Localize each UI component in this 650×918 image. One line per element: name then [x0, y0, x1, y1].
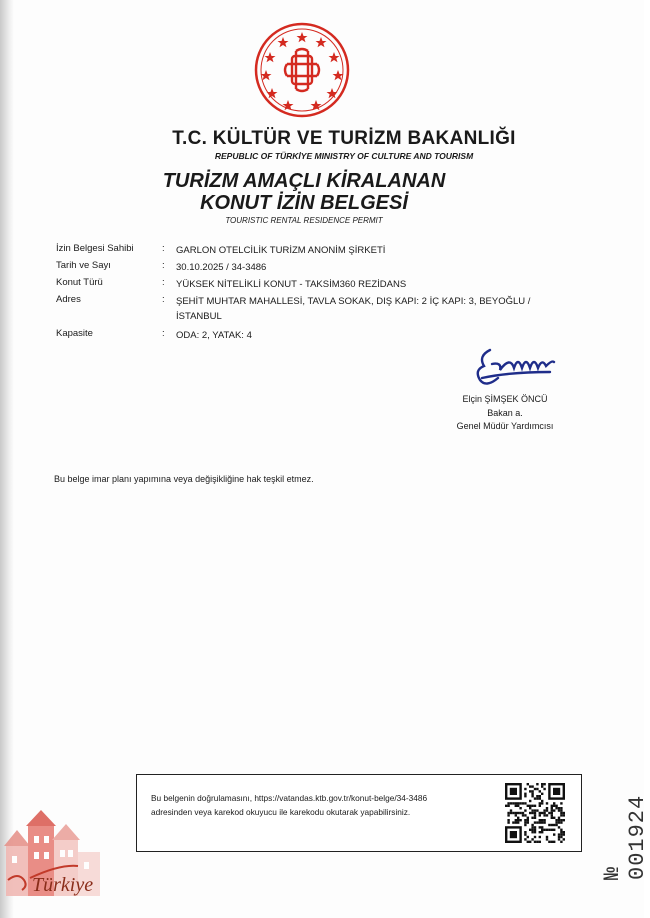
- field-colon: :: [162, 277, 165, 288]
- legal-note: Bu belge imar planı yapımına veya değişikliğine hak teşkil etmez.: [54, 474, 314, 484]
- turkiye-brand-logo: [0, 806, 130, 918]
- verification-box: [136, 774, 582, 852]
- serial-number: № 001924: [600, 794, 650, 880]
- permit-fields: [56, 243, 576, 345]
- qr-code[interactable]: [505, 783, 565, 843]
- field-colon: :: [162, 294, 165, 305]
- field-label: Tarih ve Sayı: [56, 260, 111, 271]
- field-value: GARLON OTELCİLİK TURİZM ANONİM ŞİRKETİ: [176, 245, 386, 256]
- field-value: YÜKSEK NİTELİKLİ KONUT - TAKSİM360 REZİDANS: [176, 279, 407, 290]
- handwritten-signature: [470, 342, 560, 390]
- signatory-title: Genel Müdür Yardımcısı: [456, 421, 554, 431]
- field-label: Kapasite: [56, 328, 93, 339]
- field-colon: :: [162, 243, 165, 254]
- field-colon: :: [162, 328, 165, 339]
- ministry-seal-icon: [254, 22, 350, 118]
- field-address: [56, 294, 576, 328]
- document-title: [0, 170, 604, 214]
- field-owner: [56, 243, 576, 260]
- field-label: Konut Türü: [56, 277, 103, 288]
- field-value: ŞEHİT MUHTAR MAHALLESİ, TAVLA SOKAK, DIŞ KAPI: 2 İÇ KAPI: 3, BEYOĞLU / İSTANBUL: [176, 296, 531, 322]
- brand-wordmark: Türkiye: [32, 874, 94, 896]
- ministry-name: T.C. KÜLTÜR VE TURİZM BAKANLIĞI: [172, 128, 516, 149]
- serial-number-area: [596, 780, 650, 880]
- field-date-number: [56, 260, 576, 277]
- field-value: 30.10.2025 / 34-3486: [176, 262, 267, 273]
- verification-text-line2: adresinden veya karekod okuyucu ile karekodu okutarak yapabilirsiniz.: [151, 807, 411, 817]
- verification-text-line1[interactable]: Bu belgenin doğrulamasını, https://vatandas.ktb.gov.tr/konut-belge/34-3486: [151, 793, 428, 803]
- ministry-name-english: REPUBLIC OF TÜRKİYE MINISTRY OF CULTURE AND TOURISM: [214, 151, 474, 161]
- document-title-line1: TURİZM AMAÇLI KİRALANAN: [162, 170, 446, 192]
- field-label: Adres: [56, 294, 81, 305]
- field-residence-type: [56, 277, 576, 294]
- field-colon: :: [162, 260, 165, 271]
- signatory-name: Elçin ŞİMŞEK ÖNCÜ: [462, 394, 548, 404]
- document-title-line2: KONUT İZİN BELGESİ: [200, 192, 408, 214]
- field-value: ODA: 2, YATAK: 4: [176, 330, 252, 341]
- field-label: İzin Belgesi Sahibi: [56, 243, 134, 254]
- verification-text: [151, 791, 481, 819]
- signatory-on-behalf: Bakan a.: [487, 407, 523, 418]
- signatory-block: [440, 393, 570, 434]
- document-title-english: TOURISTIC RENTAL RESIDENCE PERMIT: [225, 216, 383, 225]
